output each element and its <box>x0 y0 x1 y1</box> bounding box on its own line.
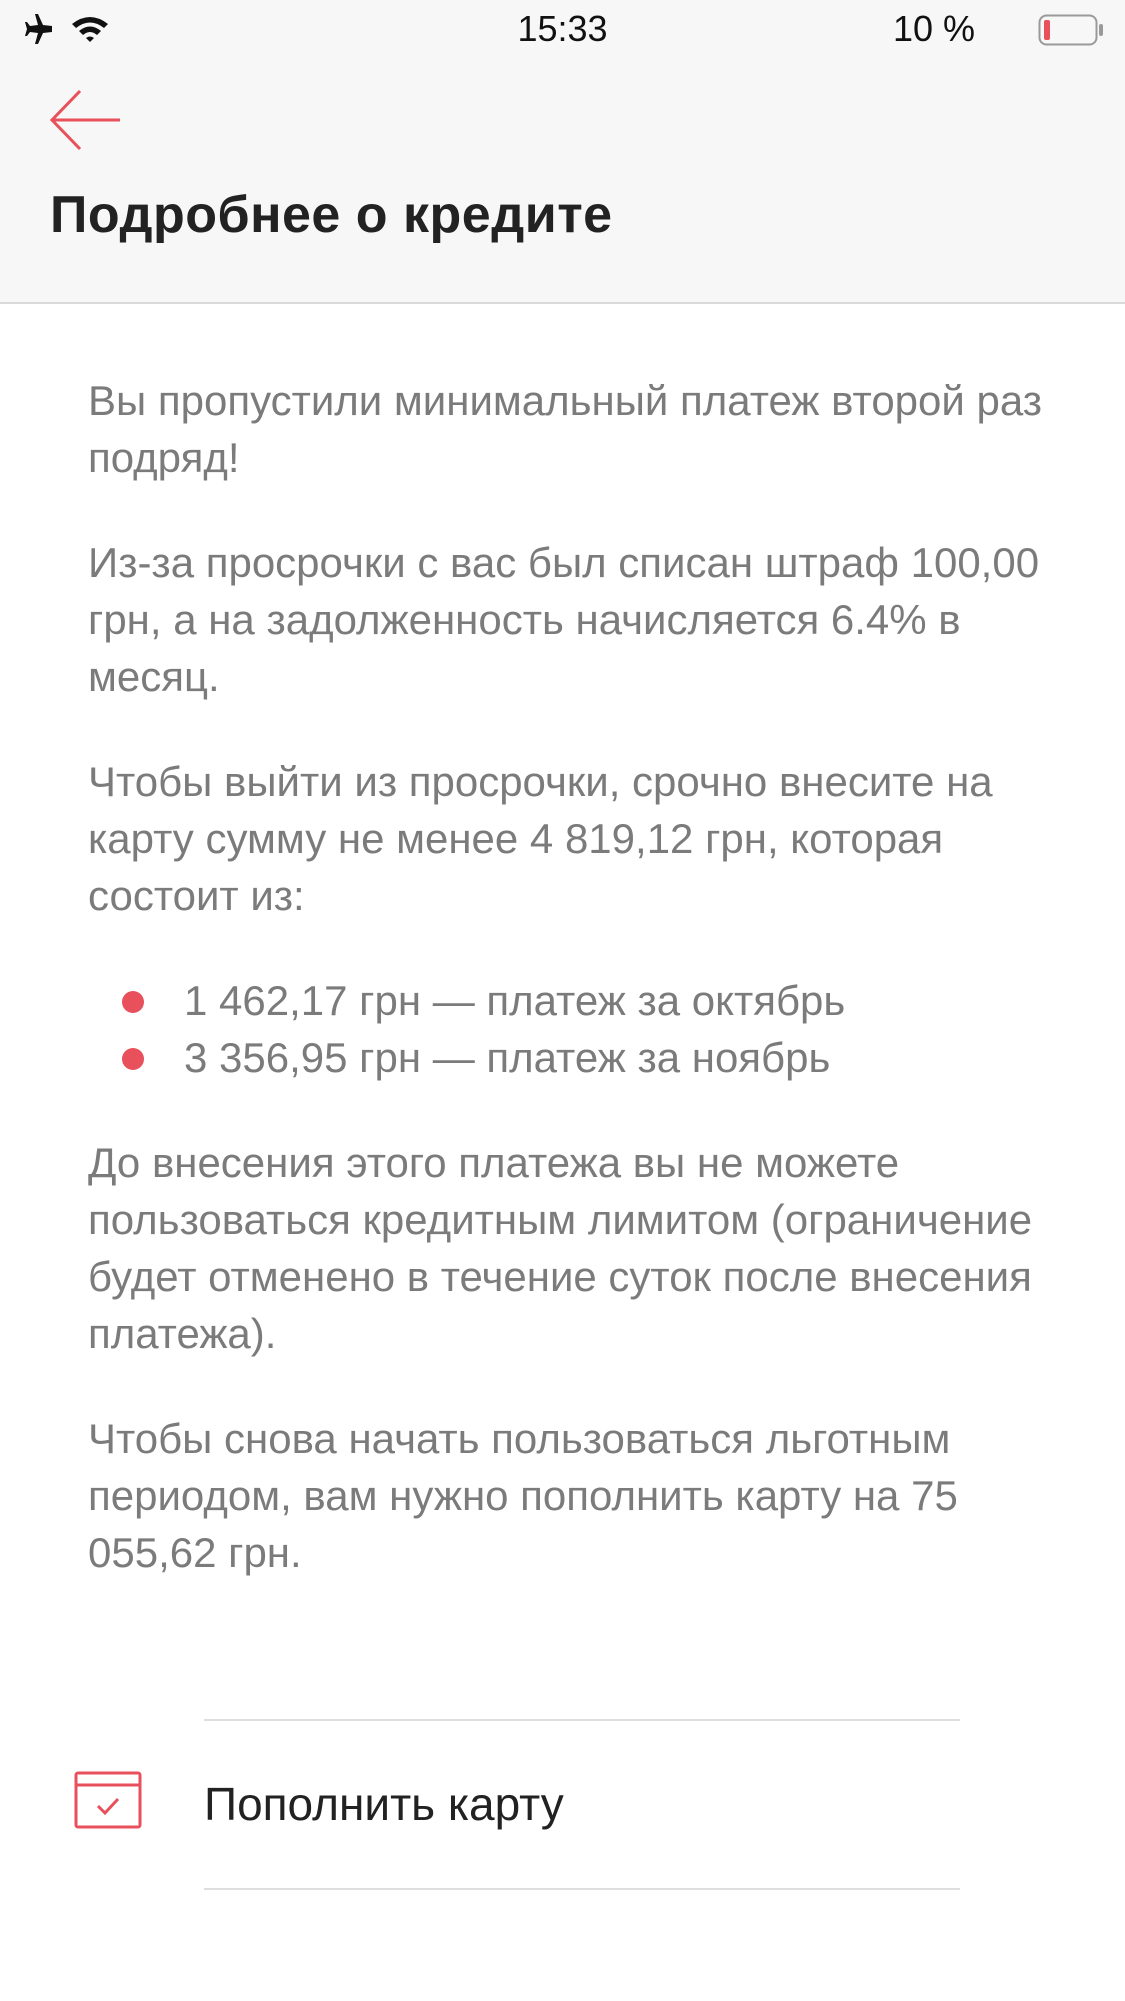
list-item <box>88 1029 1048 1086</box>
penalty-text: Из-за просрочки с вас был списан штраф 100,00 грн, а на задолженность начисляется 6.4% в месяц. <box>88 539 1040 700</box>
page-title: Подробнее о кредите <box>50 186 613 244</box>
bullet-dot-icon <box>122 991 144 1013</box>
divider <box>204 1888 960 1890</box>
list-item <box>88 972 1048 1029</box>
required-amount-text: Чтобы выйти из просрочки, срочно внесите на карту сумму не менее 4 819,12 грн, которая состоит из: <box>88 758 993 919</box>
top-up-card-button[interactable] <box>0 1721 1125 1887</box>
status-time: 15:33 <box>517 8 608 49</box>
bullet-dot-icon <box>122 1048 144 1070</box>
list-item-text: 1 462,17 грн — платеж за октябрь <box>184 977 846 1024</box>
list-item-text: 3 356,95 грн — платеж за ноябрь <box>184 1034 831 1081</box>
status-bar <box>0 0 1125 60</box>
grace-period-text: Чтобы снова начать пользоваться льготным периодом, вам нужно пополнить карту на 75 055,62 грн. <box>88 1415 958 1576</box>
nav-header <box>0 0 1125 304</box>
missed-payment-text: Вы пропустили минимальный платеж второй раз подряд! <box>88 377 1043 481</box>
back-arrow-icon[interactable] <box>48 88 124 152</box>
payment-breakdown-list <box>88 972 1048 1086</box>
card-check-icon <box>74 1771 142 1829</box>
top-up-card-label: Пополнить карту <box>204 1778 564 1830</box>
battery-percentage: 10 % <box>892 8 975 49</box>
limit-restriction-text: До внесения этого платежа вы не можете пользоваться кредитным лимитом (ограничение будет отменено в течение суток после внесения платежа). <box>88 1139 1033 1357</box>
credit-details-content <box>88 372 1048 1629</box>
battery-icon <box>1038 14 1104 46</box>
